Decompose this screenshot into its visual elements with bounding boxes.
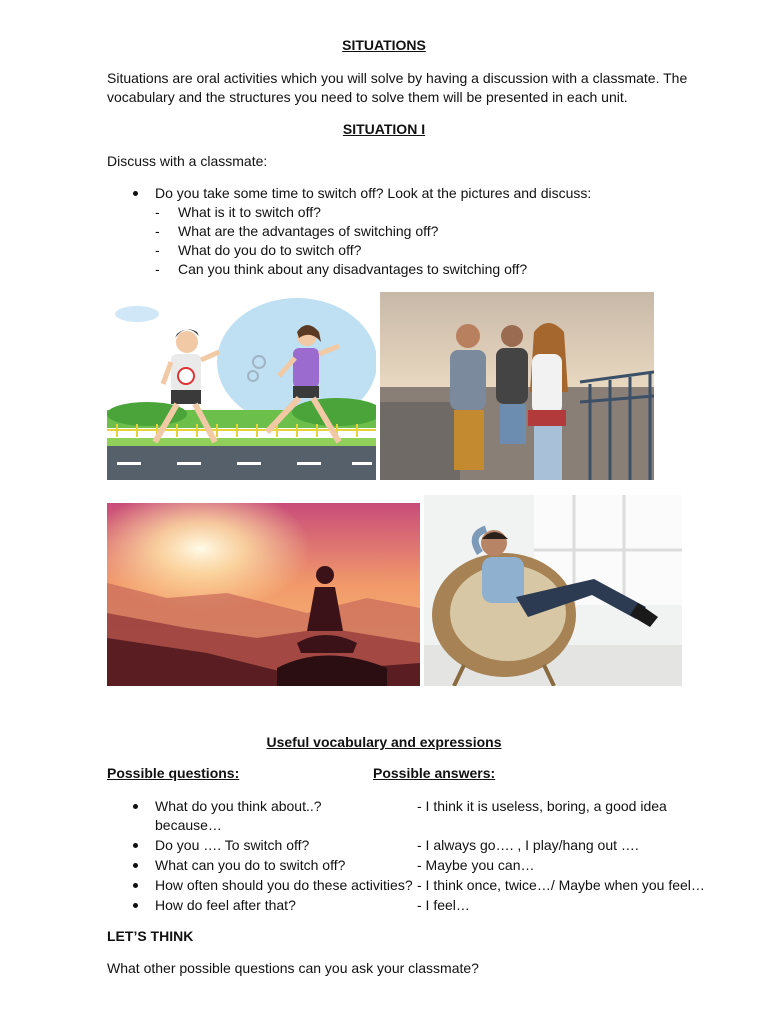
man-relaxing-chair-photo [424,495,682,686]
possible-answer: - Maybe you can… [417,857,535,873]
meditation-photo-icon [107,503,420,686]
bullet-icon [133,191,138,196]
sub-question: What is it to switch off? [178,204,321,220]
runners-illustration-icon [107,292,376,480]
intro-paragraph: Situations are oral activities which you will solve by having a discussion with a classmate. The vocabulary and the structures you need to solve them will be presented in each unit. [107,70,688,105]
relax-photo-icon [424,495,682,686]
friends-photo-icon [380,292,654,480]
possible-answer: - I feel… [417,897,470,913]
bullet-icon [133,883,138,888]
bullet-icon [133,843,138,848]
lets-think-heading: LET’S THINK [107,928,194,944]
dash-marker: - [155,204,160,220]
possible-question: How often should you do these activities? [155,877,413,893]
sub-question: What are the advantages of switching off? [178,223,439,239]
bullet-icon [133,804,138,809]
possible-question: How do feel after that? [155,897,296,913]
page-title: SITUATIONS [342,37,426,53]
final-question: What other possible questions can you ask your classmate? [107,960,479,976]
running-cartoon-image [107,292,376,480]
vocabulary-title: Useful vocabulary and expressions [266,734,502,750]
possible-question: What do you think about..? [155,798,322,814]
main-bullet-text: Do you take some time to switch off? Look at the pictures and discuss: [155,185,592,201]
possible-question: Do you …. To switch off? [155,837,310,853]
discuss-label: Discuss with a classmate: [107,153,268,169]
sub-question: Can you think about any disadvantages to switching off? [178,261,528,277]
sub-question: What do you do to switch off? [178,242,362,258]
possible-question-continuation: because… [155,817,222,833]
possible-answer: - I think it is useless, boring, a good idea [417,798,667,814]
bullet-icon [133,863,138,868]
dash-marker: - [155,261,160,277]
meditation-sunset-photo [107,503,420,686]
bullet-icon [133,903,138,908]
situation-title: SITUATION I [342,121,426,137]
possible-answer: - I think once, twice…/ Maybe when you feel… [417,877,705,893]
answers-heading: Possible answers: [373,765,496,781]
questions-heading: Possible questions: [107,765,240,781]
possible-answer: - I always go…. , I play/hang out …. [417,837,639,853]
possible-question: What can you do to switch off? [155,857,346,873]
dash-marker: - [155,242,160,258]
friends-walking-photo [380,292,654,480]
dash-marker: - [155,223,160,239]
